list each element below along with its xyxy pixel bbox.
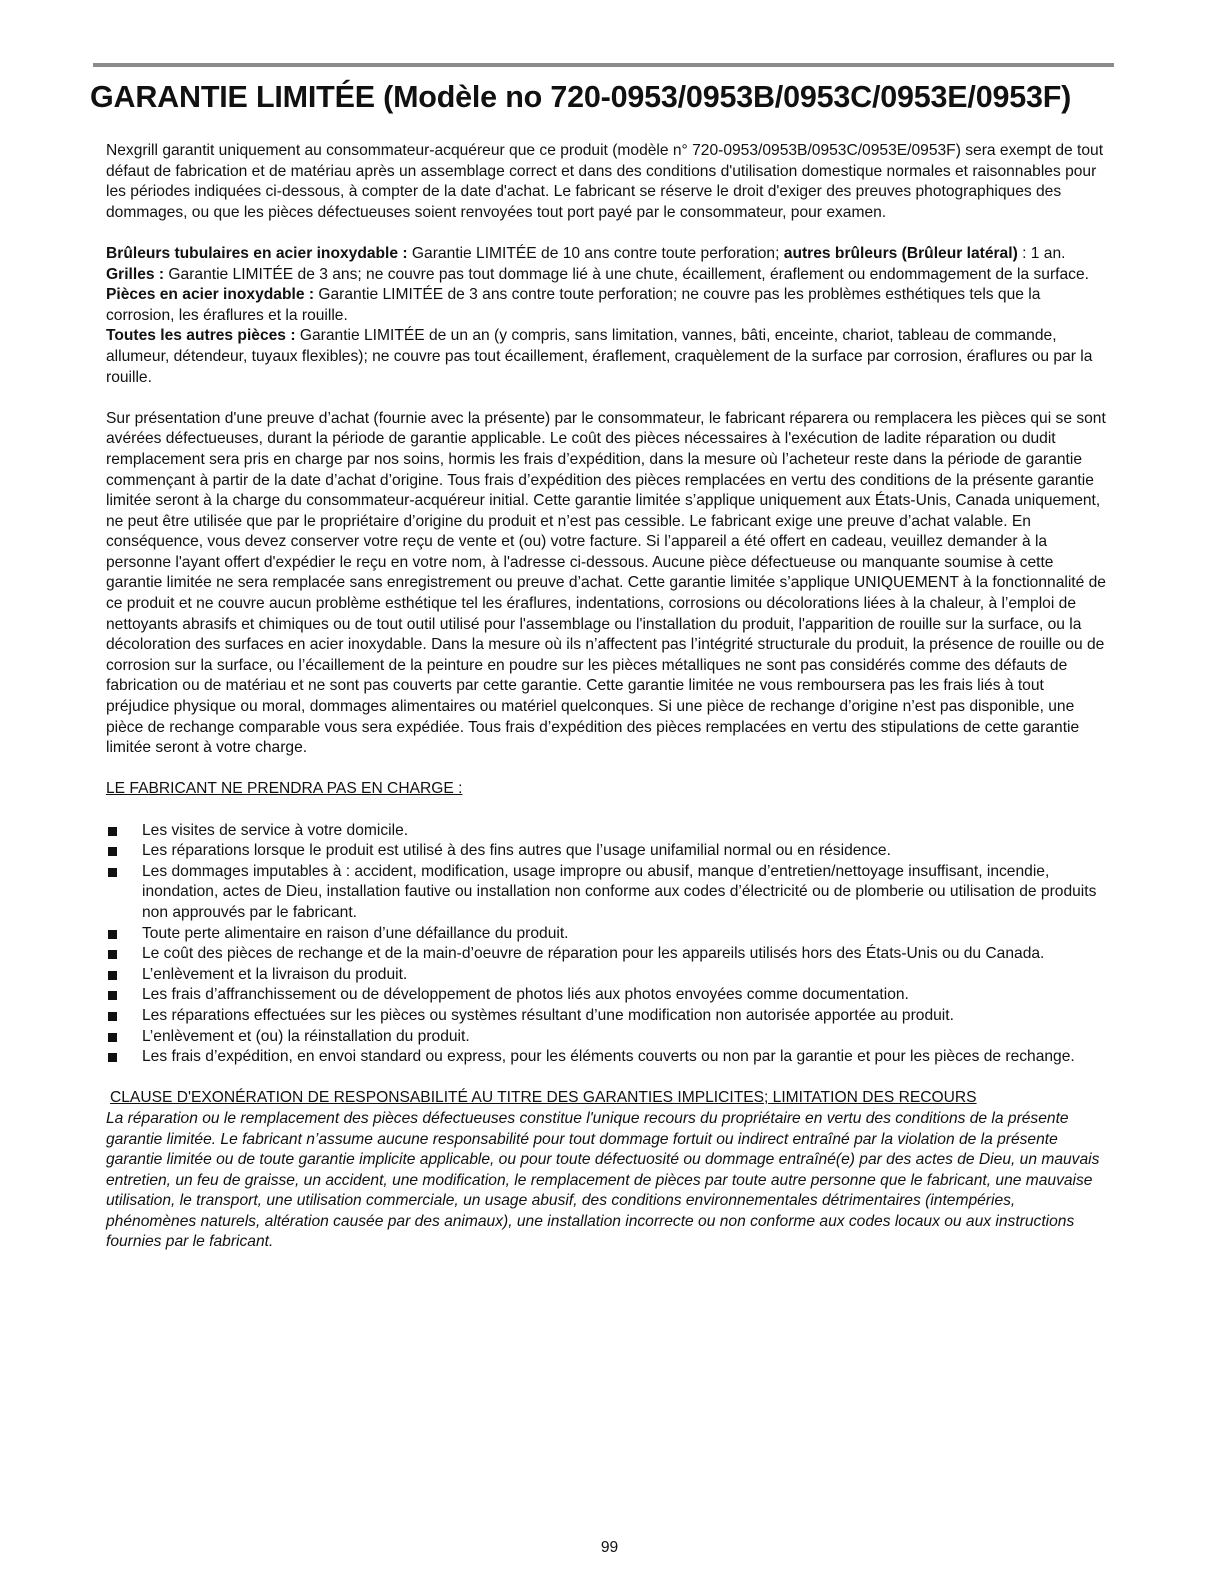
burners-text: Garantie LIMITÉE de 10 ans contre toute perforation; [407, 244, 784, 262]
bullet-square-icon [108, 1033, 117, 1042]
other-burners-label: autres brûleurs (Brûleur latéral) [783, 244, 1018, 262]
list-item: Le coût des pièces de rechange et de la main-d’oeuvre de réparation pour les appareils utilisés hors des États-Unis ou du Canada. [106, 944, 1106, 965]
coverage-other-parts [106, 326, 1106, 388]
list-item: Les frais d’expédition, en envoi standard ou express, pour les éléments couverts ou non par la garantie et pour les pièces de rechange. [106, 1047, 1106, 1068]
list-item: Les frais d’affranchissement ou de développement de photos liés aux photos envoyées comme documentation. [106, 985, 1106, 1006]
list-item: L’enlèvement et (ou) la réinstallation du produit. [106, 1027, 1106, 1048]
other-parts-label: Toutes les autres pièces : [106, 327, 296, 345]
page-title: GARANTIE LIMITÉE (Modèle no 720-0953/0953B/0953C/0953E/0953F) [90, 80, 1072, 114]
bullet-square-icon [108, 1053, 117, 1062]
bullet-square-icon [108, 971, 117, 980]
clause-heading: CLAUSE D'EXONÉRATION DE RESPONSABILITÉ AU TITRE DES GARANTIES IMPLICITES; LIMITATION DES RECOURS [110, 1089, 977, 1107]
bullet-square-icon [108, 1012, 117, 1021]
stainless-label: Pièces en acier inoxydable : [106, 286, 315, 304]
document-body [106, 141, 1106, 1253]
main-paragraph: Sur présentation d'une preuve d’achat (fournie avec la présente) par le consommateur, le fabricant réparera ou remplacera les pièces qui se sont avérées défectueuses, durant la période de garantie applicable. Le coût des pièces nécessaires à l'exécution de ladite réparation ou dudit remplacement sera pris en charge par nos soins, hormis les frais d’expédition, dans la mesure où l’acheteur reste dans la période de garantie commençant à partir de la date d’achat d’origine. Tous frais d’expédition des pièces remplacées en vertu des conditions de la présente garantie limitée seront à la charge du consommateur-acquéreur initial. Cette garantie limitée s’applique uniquement aux États-Unis, Canada uniquement, ne peut être utilisée que par le propriétaire d’origine du produit et n’est pas cessible. Le fabricant exige une preuve d’achat valable. En conséquence, vous devez conserver votre reçu de vente et (ou) votre facture. Si l’appareil a été offert en cadeau, veuillez demander à la personne l'ayant offert d'expédier le reçu en votre nom, à l'adresse ci-dessous. Aucune pièce défectueuse ou manquante soumise à cette garantie limitée ne sera remplacée sans enregistrement ou preuve d’achat. Cette garantie limitée s’applique UNIQUEMENT à la fonctionnalité de ce produit et ne couvre aucun problème esthétique tel les éraflures, indentations, corrosions ou décolorations liées à la chaleur, à l’emploi de nettoyants abrasifs et chimiques ou de tout outil utilisé pour l'assemblage ou l'installation du produit, l'apparition de rouille sur la surface, ou la décoloration des surfaces en acier inoxydable. Dans la mesure où ils n’affectent pas l’intégrité structurale du produit, la présence de rouille ou de corrosion sur la surface, ou l’écaillement de la peinture en poudre sur les pièces métalliques ne sont pas considérés comme des défauts de fabrication ou de matériau et ne sont pas couverts par cette garantie. Cette garantie limitée ne vous remboursera pas les frais liés à tout préjudice physique ou moral, dommages alimentaires ou matériel quelconques. Si une pièce de rechange d’origine n’est pas disponible, une pièce de rechange comparable vous sera expédiée. Tous frais d’expédition des pièces remplacées en vertu des stipulations de cette garantie limitée seront à votre charge. [106, 409, 1106, 757]
bullet-square-icon [108, 868, 117, 877]
list-item: L’enlèvement et la livraison du produit. [106, 965, 1106, 986]
list-item: Les réparations effectuées sur les pièces ou systèmes résultant d’une modification non autorisée apportée au produit. [106, 1006, 1106, 1027]
coverage-burners [106, 244, 1106, 265]
top-rule [93, 63, 1114, 67]
page-number: 99 [600, 1539, 619, 1556]
list-item: Toute perte alimentaire en raison d’une défaillance du produit. [106, 924, 1106, 945]
coverage-grills [106, 265, 1106, 286]
clause-text: La réparation ou le remplacement des pièces défectueuses constitue l'unique recours du propriétaire en vertu des conditions de la présente garantie limitée. Le fabricant n’assume aucune responsabilité pour tout dommage fortuit ou indirect entraîné par la violation de la présente garantie limitée ou de toute garantie implicite applicable, ou pour toute défectuosité ou dommage entraîné(e) par des actes de Dieu, un mauvais entretien, un feu de graisse, un accident, une modification, le remplacement de pièces par toute autre personne que le fabricant, une mauvaise utilisation, le transport, une utilisation commerciale, un usage abusif, des conditions environnementales détrimentaires (intempéries, phénomènes naturels, altération causée par des animaux), une installation incorrecte ou non conforme aux codes locaux ou aux instructions fournies par le fabricant. [106, 1109, 1100, 1251]
grills-label: Grilles : [106, 265, 165, 283]
intro-paragraph: Nexgrill garantit uniquement au consommateur-acquéreur que ce produit (modèle n° 720-0953/0953B/0953C/0953E/0953F) sera exempt de tout défaut de fabrication et de matériau après un assemblage correct et dans des conditions d'utilisation domestique normales et raisonnables pour les périodes indiquées ci-dessous, à compter de la date d'achat. Le fabricant se réserve le droit d'exiger des preuves photographiques des dommages, ou que les pièces défectueuses soient renvoyées tout port payé par le consommateur, pour examen. [106, 142, 1104, 221]
stainless-text: Garantie LIMITÉE de 3 ans contre toute perforation; ne couvre pas les problèmes esthétiques tels que la corrosion, les éraflures et la rouille. [106, 286, 1041, 324]
bullet-square-icon [108, 827, 117, 836]
bullet-square-icon [108, 847, 117, 856]
other-burners-text: : 1 an. [1017, 244, 1066, 262]
bullet-square-icon [108, 991, 117, 1000]
list-item: Les dommages imputables à : accident, modification, usage impropre ou abusif, manque d’entretien/nettoyage insuffisant, incendie, inondation, actes de Dieu, installation fautive ou installation non conforme aux codes d’électricité ou de plomberie ou utilisation de produits non approuvés par le fabricant. [106, 862, 1106, 924]
exclusions-heading: LE FABRICANT NE PRENDRA PAS EN CHARGE : [106, 780, 463, 798]
coverage-stainless [106, 285, 1106, 326]
grills-text: Garantie LIMITÉE de 3 ans; ne couvre pas tout dommage lié à une chute, écaillement, éraflement ou endommagement de la surface. [164, 265, 1089, 283]
list-item: Les réparations lorsque le produit est utilisé à des fins autres que l’usage unifamilial normal ou en résidence. [106, 841, 1106, 862]
bullet-square-icon [108, 930, 117, 939]
exclusions-list [106, 821, 1106, 1068]
bullet-square-icon [108, 950, 117, 959]
other-parts-text: Garantie LIMITÉE de un an (y compris, sans limitation, vannes, bâti, enceinte, chariot, tableau de commande, allumeur, détendeur, tuyaux flexibles); ne couvre pas tout écaillement, éraflement, craquèlement de la surface par corrosion, éraflures ou par la rouille. [106, 327, 1093, 386]
list-item: Les visites de service à votre domicile. [106, 821, 1106, 842]
burners-label: Brûleurs tubulaires en acier inoxydable : [106, 244, 408, 262]
